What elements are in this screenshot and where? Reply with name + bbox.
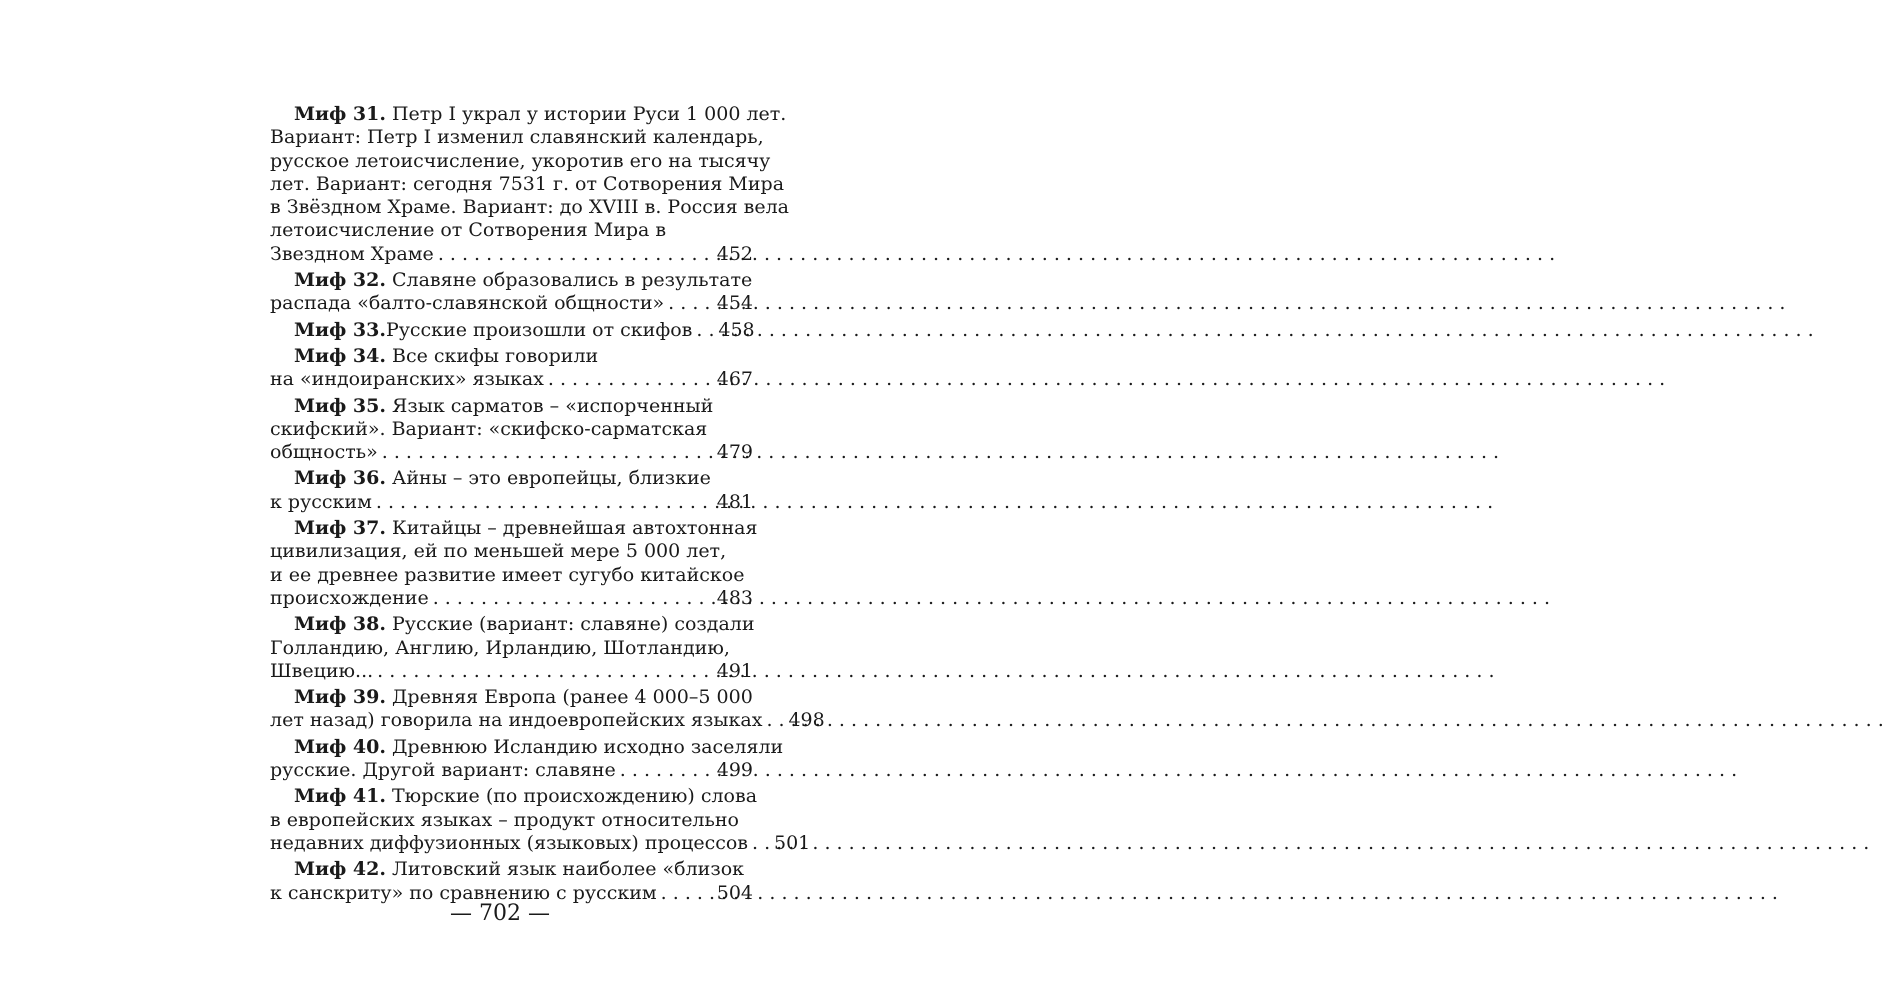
toc-page-number: 452	[716, 242, 753, 265]
toc-entry-text: Все скифы говорили	[391, 344, 599, 367]
toc-page-number: 483	[716, 586, 753, 609]
toc-entry-line	[270, 540, 753, 563]
myth-number: Миф 37.	[294, 517, 386, 540]
toc-entry-text: Древняя Европа (ранее 4 000–5 000	[391, 686, 753, 709]
toc-entry-text: лет назад) говорила на индоевропейских языках	[270, 709, 763, 732]
toc-entry-text: русские. Другой вариант: славяне	[270, 759, 616, 782]
toc-entry-text: Русские произошли от скифов	[385, 318, 693, 341]
toc-entry-line	[270, 809, 753, 832]
dot-leader	[438, 243, 715, 266]
dot-leader	[620, 759, 715, 782]
dot-leader	[766, 709, 786, 732]
myth-number: Миф 42.	[294, 858, 386, 881]
toc-entry-line	[270, 709, 825, 732]
dot-leader	[696, 319, 716, 342]
toc-entry-text: и ее древнее развитие имеет сугубо китайское	[270, 563, 745, 586]
toc-entry-text: Язык сарматов – «испорченный	[391, 394, 714, 417]
toc-entry-text: к санскриту» по сравнению с русским	[270, 881, 657, 904]
toc-page-number: 467	[716, 368, 753, 391]
toc-entry-text: лет. Вариант: сегодня 7531 г. от Сотворения Мира	[270, 172, 785, 195]
toc-entry-text: цивилизация, ей по меньшей мере 5 000 лет,	[270, 540, 727, 563]
toc-entry-line	[270, 441, 753, 464]
toc-entry-text: в европейских языках – продукт относительно	[270, 808, 739, 831]
toc-entry-text: русское летоисчисление, укоротив его на тысячу	[270, 149, 771, 172]
toc-page-number: 454	[716, 292, 753, 315]
toc-entry-line	[270, 243, 753, 266]
toc-entry-line	[270, 564, 753, 587]
toc-entry-text: Древнюю Исландию исходно заселяли	[391, 735, 784, 758]
toc-entry-line	[270, 637, 753, 660]
toc-entry-line	[270, 292, 753, 315]
myth-number: Миф 40.	[294, 735, 386, 758]
toc-entry-text: Тюрские (по происхождению) слова	[391, 785, 758, 808]
toc-entry-line	[270, 395, 753, 418]
toc-entry	[270, 686, 825, 733]
dot-leader	[382, 441, 715, 464]
myth-number: Миф 41.	[294, 785, 386, 808]
toc-entry-text: распада «балто-славянской общности»	[270, 292, 665, 315]
toc-entry-line	[270, 517, 758, 540]
toc-entry-line	[270, 269, 753, 292]
toc-entry	[270, 103, 789, 266]
toc-page-number: 498	[788, 709, 825, 732]
toc-entry-text: Китайцы – древнейшая автохтонная	[391, 517, 758, 540]
toc-entry-line	[270, 103, 787, 126]
toc-entry-line	[270, 368, 753, 391]
toc-entry	[270, 613, 753, 683]
toc-entry-text: недавних диффузионных (языковых) процессов	[270, 831, 748, 854]
toc-entry-line	[270, 735, 784, 759]
toc-entry-line	[270, 196, 789, 219]
toc-page-number: 479	[716, 441, 753, 464]
toc-page-number: 481	[716, 490, 753, 513]
toc-entry-line	[270, 587, 753, 610]
myth-number: Миф 35.	[294, 394, 386, 417]
dot-leader	[548, 368, 715, 391]
toc-page-number: 491	[716, 659, 753, 682]
toc-entry-line	[270, 418, 753, 441]
toc-entry	[270, 269, 753, 316]
myth-number: Миф 34.	[294, 344, 386, 367]
myth-number: Миф 36.	[294, 467, 386, 490]
toc-entry-line	[270, 172, 785, 196]
toc-entry-text: летоисчисление от Сотворения Мира в	[270, 219, 667, 242]
dot-leader	[376, 491, 715, 514]
toc-entry	[270, 395, 753, 465]
toc-entry-line	[270, 858, 753, 881]
toc-page-number: 501	[774, 831, 811, 854]
toc-entry	[270, 319, 753, 342]
toc-entry-line	[270, 319, 753, 342]
toc-entry-line	[270, 491, 753, 514]
myth-number: Миф 31.	[294, 103, 386, 125]
toc-page-number: 504	[716, 881, 753, 904]
toc-entry-line	[270, 831, 811, 855]
myth-number: Миф 32.	[294, 269, 386, 292]
toc-entry-text: в Звёздном Храме. Вариант: до XVIII в. Россия вела	[270, 196, 789, 219]
myth-number: Миф 33.	[294, 318, 386, 341]
table-of-contents	[270, 103, 825, 908]
dot-leader	[433, 587, 715, 610]
toc-entry	[270, 858, 753, 905]
toc-entry-line	[270, 219, 753, 242]
toc-entry-text: Литовский язык наиболее «близок	[391, 858, 745, 881]
toc-entry	[270, 517, 758, 610]
toc-page-number: 499	[716, 759, 753, 782]
page-number: — 702 —	[450, 901, 550, 926]
toc-entry	[270, 345, 753, 392]
toc-entry-line	[270, 613, 753, 636]
dot-leader	[377, 660, 715, 683]
toc-page-number: 458	[718, 318, 755, 341]
toc-entry-line	[270, 785, 758, 808]
toc-entry-line	[270, 686, 753, 709]
toc-entry-text: Айны – это европейцы, близкие	[391, 467, 711, 490]
toc-entry-text: Петр I украл у истории Руси 1 000 лет.	[391, 103, 787, 125]
dot-leader	[668, 292, 715, 315]
toc-entry-text: Русские (вариант: славяне) создали	[391, 613, 755, 636]
toc-entry	[270, 735, 784, 783]
toc-entry-line	[270, 126, 764, 149]
toc-entry-line	[270, 467, 753, 490]
toc-entry-line	[270, 660, 753, 683]
toc-entry-text: на «индоиранских» языках	[270, 368, 544, 391]
toc-entry-line	[270, 149, 771, 173]
dot-leader	[752, 832, 772, 855]
toc-entry-text: общность»	[270, 441, 378, 464]
toc-entry-text: происхождение	[270, 586, 429, 609]
myth-number: Миф 38.	[294, 613, 386, 636]
toc-entry-text: скифский». Вариант: «скифско-сарматская	[270, 417, 708, 440]
toc-entry-text: Вариант: Петр I изменил славянский календарь,	[270, 126, 764, 149]
toc-entry-text: Голландию, Англию, Ирландию, Шотландию,	[270, 636, 730, 659]
toc-entry	[270, 467, 753, 514]
myth-number: Миф 39.	[294, 686, 386, 709]
toc-entry-text: Славяне образовались в результате	[391, 269, 753, 292]
toc-entry-text: к русским	[270, 490, 372, 513]
toc-entry-line	[270, 345, 753, 368]
toc-entry-text: Звездном Храме	[270, 242, 434, 265]
toc-entry-text: Швецию...	[270, 659, 374, 682]
toc-entry-line	[270, 759, 753, 782]
toc-entry	[270, 785, 811, 855]
